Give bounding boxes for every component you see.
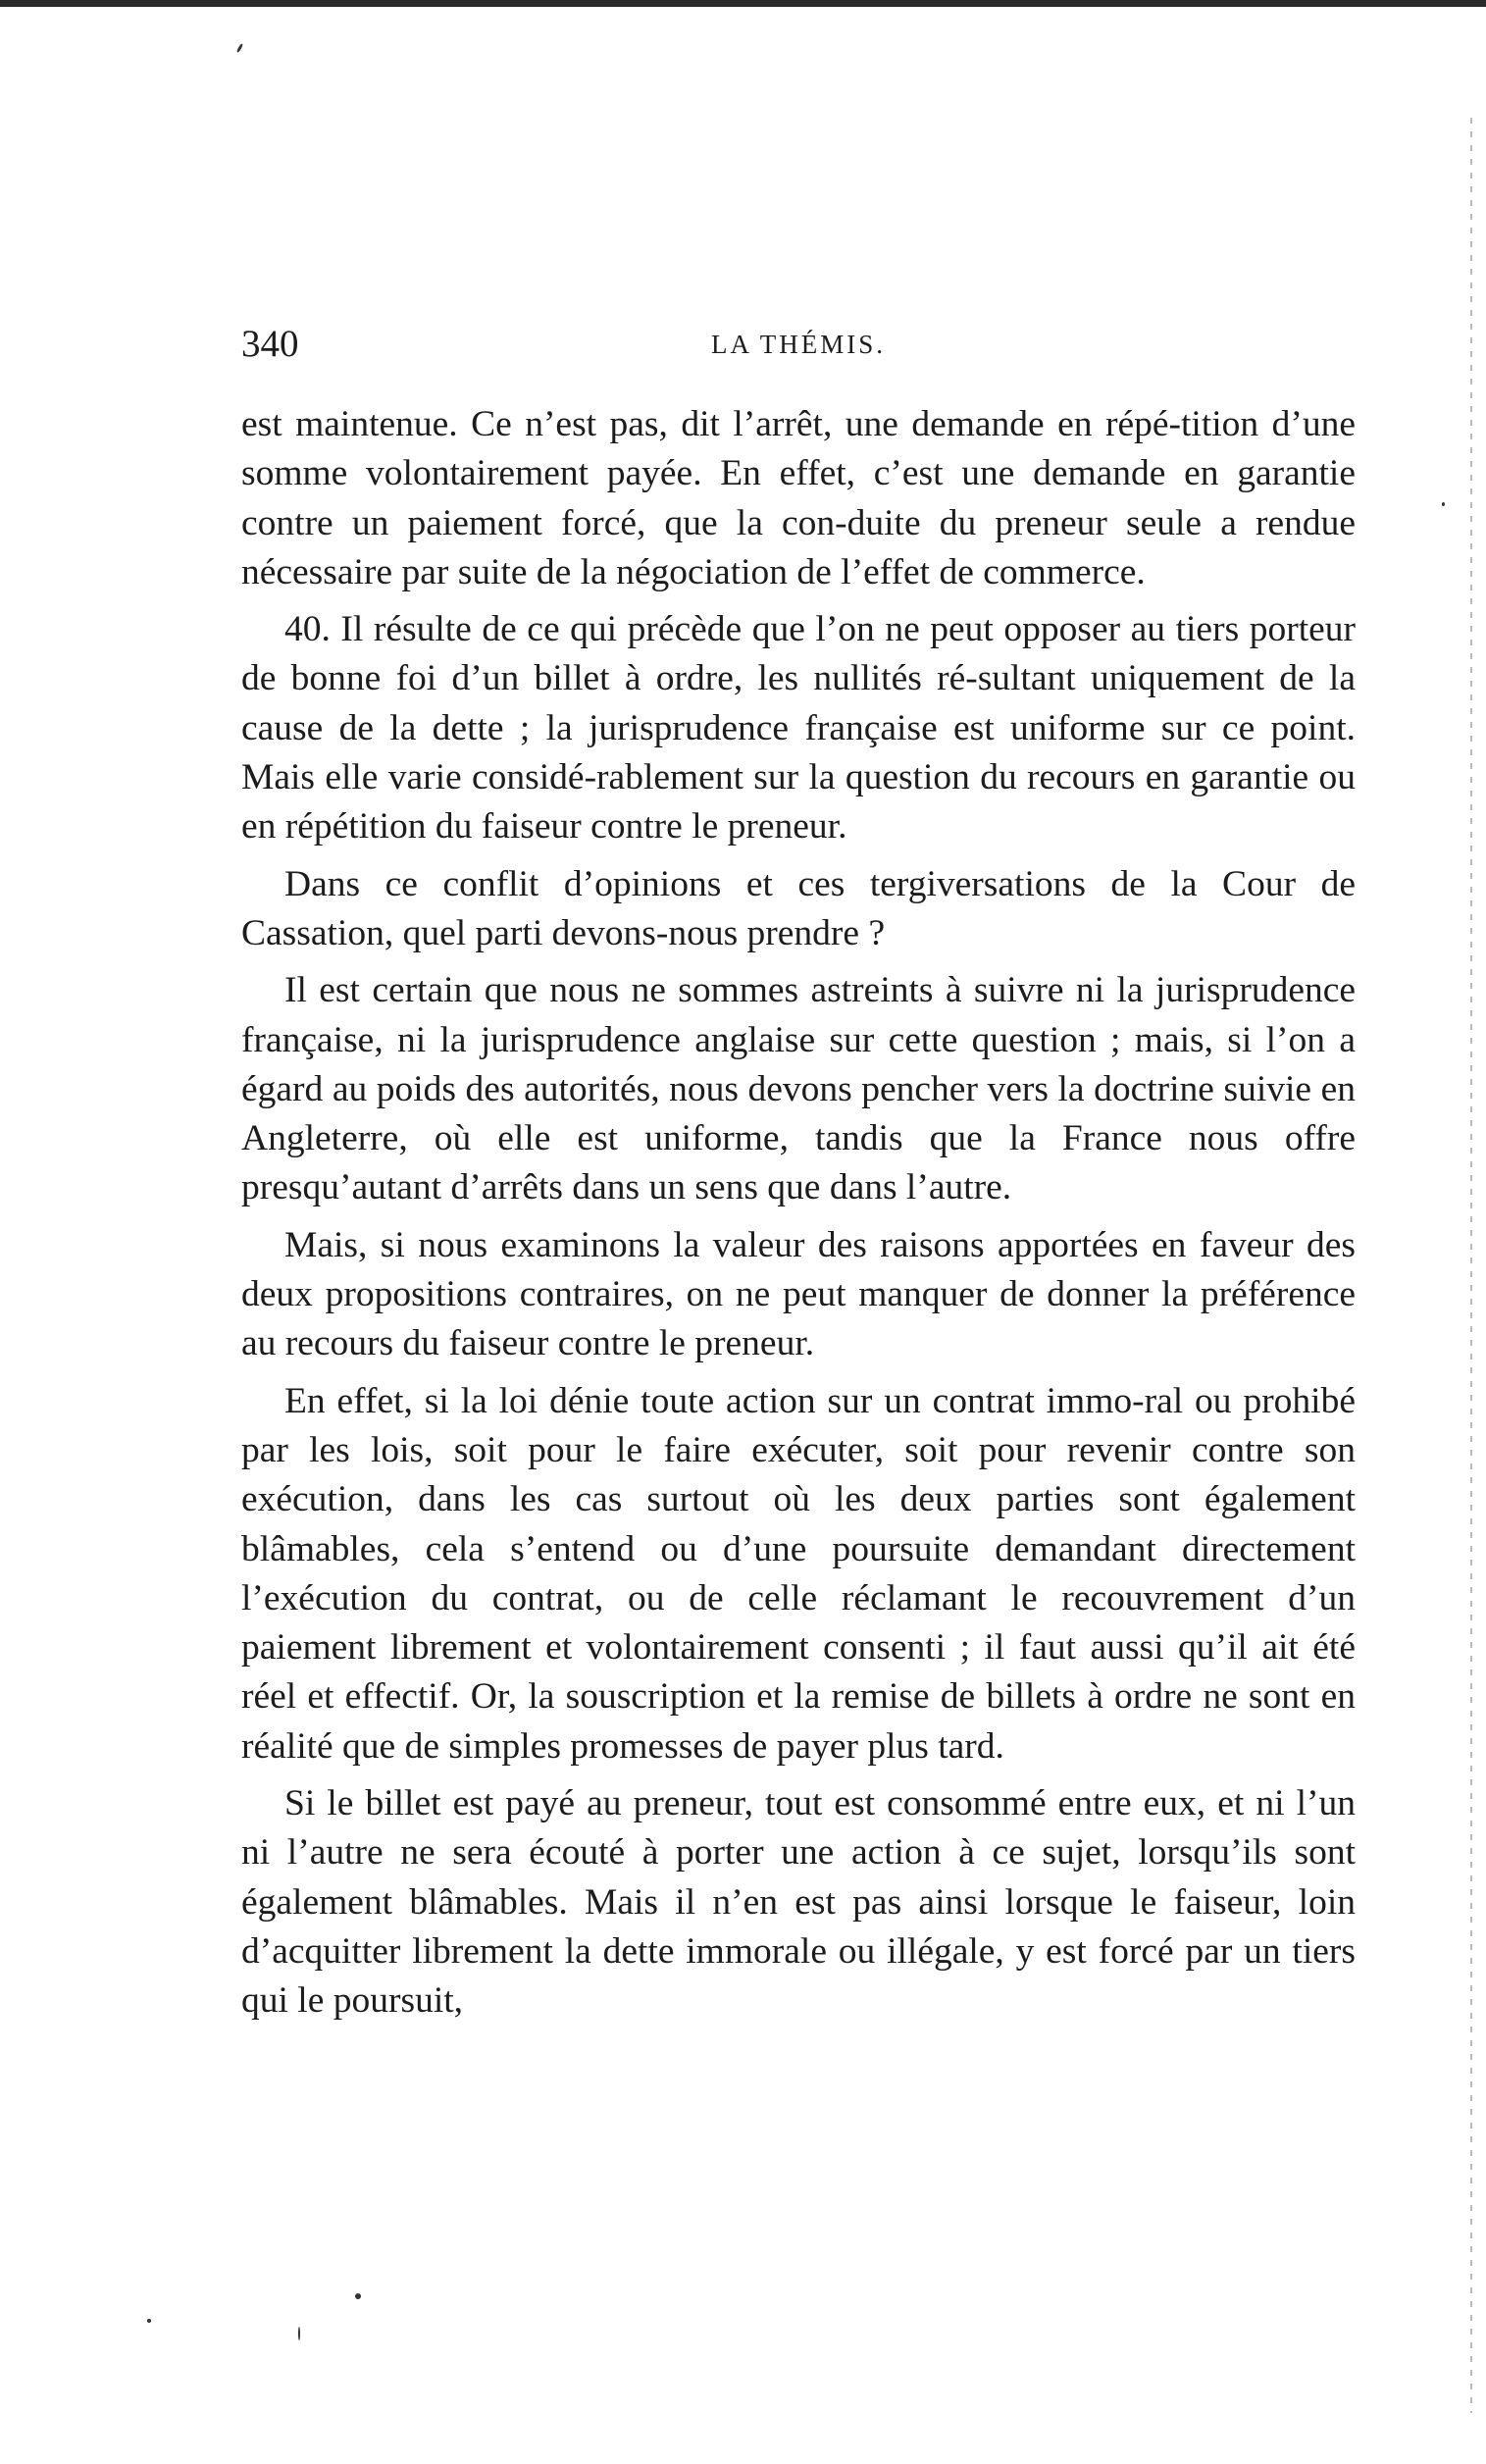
body-text	[241, 400, 1356, 2034]
paragraph: est maintenue. Ce n’est pas, dit l’arrêt, une demande en répé-tition d’une somme volontairement payée. En effet, c’est une demande en garantie contre un paiement forcé, que la con-duite du preneur seule a rendue nécessaire par suite de la négociation de l’effet de commerce.	[241, 404, 1356, 592]
paragraph: Si le billet est payé au preneur, tout est consommé entre eux, et ni l’un ni l’autre ne sera écouté à porter une action à ce sujet, lorsqu’ils sont également blâmables. Mais il n’en est pas ainsi lorsque le faiseur, loin d’acquitter librement la dette immorale ou illégale, y est forcé par un tiers qui le poursuit,	[241, 1783, 1356, 2022]
page-number: 340	[241, 323, 299, 365]
page-header	[241, 322, 1356, 381]
page-top-edge	[0, 0, 1486, 7]
paragraph: En effet, si la loi dénie toute action sur un contrat immo-ral ou prohibé par les lois, soit pour le faire exécuter, soit pour revenir contre son exécution, dans les cas surtout où les deux parties sont également blâmables, cela s’entend ou d’une poursuite demandant directement l’exécution du contrat, ou de celle réclamant le recouvrement d’un paiement librement et volontairement consenti ; il faut aussi qu’il ait été réel et effectif. Or, la souscription et la remise de billets à ordre ne sont en réalité que de simples promesses de payer plus tard.	[241, 1380, 1356, 1767]
paragraph: Dans ce conflit d’opinions et ces tergiversations de la Cour de Cassation, quel parti devons-nous prendre ?	[241, 863, 1356, 953]
running-title: LA THÉMIS.	[710, 330, 886, 359]
page-right-edge	[1470, 118, 1472, 2413]
ink-speck	[298, 2327, 300, 2340]
ink-speck	[1442, 502, 1445, 506]
paragraph: 40. Il résulte de ce qui précède que l’on ne peut opposer au tiers porteur de bonne foi d’un billet à ordre, les nullités ré-sultant uniquement de la cause de la dette ; la jurisprudence française est uniforme sur ce point. Mais elle varie considé-rablement sur la question du recours en garantie ou en répétition du faiseur contre le preneur.	[241, 609, 1356, 847]
ink-speck	[355, 2293, 361, 2299]
ink-speck	[147, 2319, 151, 2323]
ink-speck	[236, 43, 244, 53]
paragraph: Mais, si nous examinons la valeur des raisons apportées en faveur des deux propositions contraires, on ne peut manquer de donner la préférence au recours du faiseur contre le preneur.	[241, 1224, 1356, 1364]
paragraph: Il est certain que nous ne sommes astreints à suivre ni la jurisprudence française, ni la jurisprudence anglaise sur cette question ; mais, si l’on a égard au poids des autorités, nous devons pencher vers la doctrine suivie en Angleterre, où elle est uniforme, tandis que la France nous offre presqu’autant d’arrêts dans un sens que dans l’autre.	[241, 970, 1356, 1208]
